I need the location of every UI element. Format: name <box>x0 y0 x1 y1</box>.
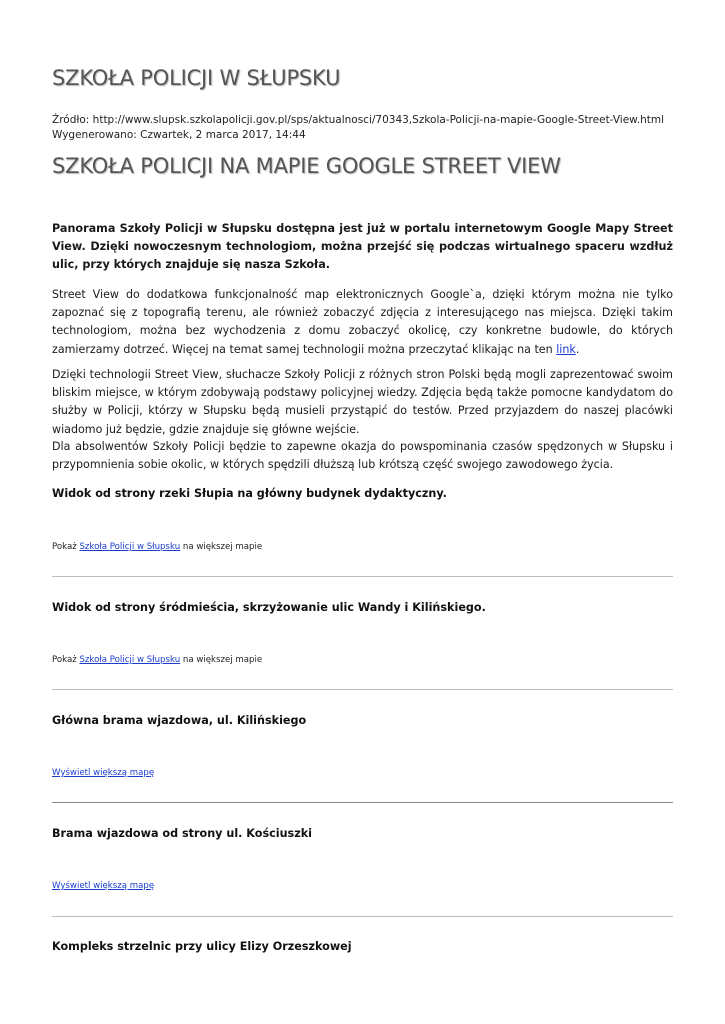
article-title: SZKOŁA POLICJI NA MAPIE GOOGLE STREET VIEW <box>52 154 561 178</box>
source-url: http://www.slupsk.szkolapolicji.gov.pl/sps/aktualnosci/70343,Szkola-Policji-na-mapie-Google-Street-View.html <box>92 114 665 126</box>
school-map-link[interactable]: Szkoła Policji w Słupsku <box>79 542 181 552</box>
paragraph-1-text: Street View do dodatkowa funkcjonalność map elektronicznych Google`a, dzięki którym można nie tylko zapoznać się z topografią terenu, ale również zobaczyć zdjęcia z interesującego nas miejsca. Dzięki takim technologiom, można bez wychodzenia z domu zobaczyć okolicę, czy konkretne budowle, do których zamierzamy dotrzeć. Więcej na temat samej technologii można przeczytać klikając na ten <box>52 288 673 356</box>
caption-prefix: Pokaż <box>52 655 80 665</box>
site-title: SZKOŁA POLICJI W SŁUPSKU <box>52 66 341 90</box>
section-divider <box>52 802 673 803</box>
caption-suffix: na większej mapie <box>180 655 263 665</box>
generated-line <box>52 128 664 143</box>
paragraph-1-end: . <box>575 342 580 356</box>
map-caption <box>52 541 262 553</box>
section-divider <box>52 916 673 917</box>
caption-prefix: Pokaż <box>52 542 80 552</box>
article-paragraph-1 <box>52 286 673 359</box>
section-heading: Widok od strony śródmieścia, skrzyżowanie ulic Wandy i Kilińskiego. <box>52 601 486 614</box>
document-meta <box>52 113 664 143</box>
generated-label: Wygenerowano: <box>52 129 137 141</box>
section-heading: Widok od strony rzeki Słupia na główny budynek dydaktyczny. <box>52 487 447 500</box>
caption-suffix: na większej mapie <box>180 542 263 552</box>
generated-date: Czwartek, 2 marca 2017, 14:44 <box>140 129 306 141</box>
section-divider <box>52 576 673 577</box>
school-map-link[interactable]: Szkoła Policji w Słupsku <box>79 655 181 665</box>
article-paragraph-3: Dla absolwentów Szkoły Policji będzie to zapewne okazja do powspominania czasów spędzonych w Słupsku i przypomnienia sobie okolic, w których spędzili dłuższą lub krótszą część swojego zawodowego życia. <box>52 440 673 472</box>
section-heading: Główna brama wjazdowa, ul. Kilińskiego <box>52 714 307 727</box>
source-line <box>52 113 664 128</box>
article-lead: Panorama Szkoły Policji w Słupsku dostępna jest już w portalu internetowym Google Mapy Street View. Dzięki nowoczesnym technologiom, można przejść się podczas wirtualnego spaceru wzdłuż ulic, przy których znajduje się nasza Szkoła. <box>52 222 673 272</box>
larger-map-link[interactable]: Wyświetl większą mapę <box>52 881 155 891</box>
section-heading: Kompleks strzelnic przy ulicy Elizy Orzeszkowej <box>52 940 352 953</box>
technology-link[interactable]: link <box>556 342 576 356</box>
source-label: Źródło: <box>52 114 90 126</box>
section-divider <box>52 689 673 690</box>
article-paragraph-2: Dzięki technologii Street View, słuchacze Szkoły Policji z różnych stron Polski będą mogli zaprezentować swoim bliskim miejsce, w którym zdobywają podstawy policyjnej wiedzy. Zdjęcia będą także pomocne kandydatom do służby w Policji, którzy w Słupsku będą musieli przystąpić do testów. Przed przyjazdem do naszej placówki wiadomo już będzie, gdzie znajduje się główne wejście. <box>52 368 673 436</box>
section-heading: Brama wjazdowa od strony ul. Kościuszki <box>52 827 312 840</box>
larger-map-link[interactable]: Wyświetl większą mapę <box>52 768 155 778</box>
map-caption <box>52 654 262 666</box>
